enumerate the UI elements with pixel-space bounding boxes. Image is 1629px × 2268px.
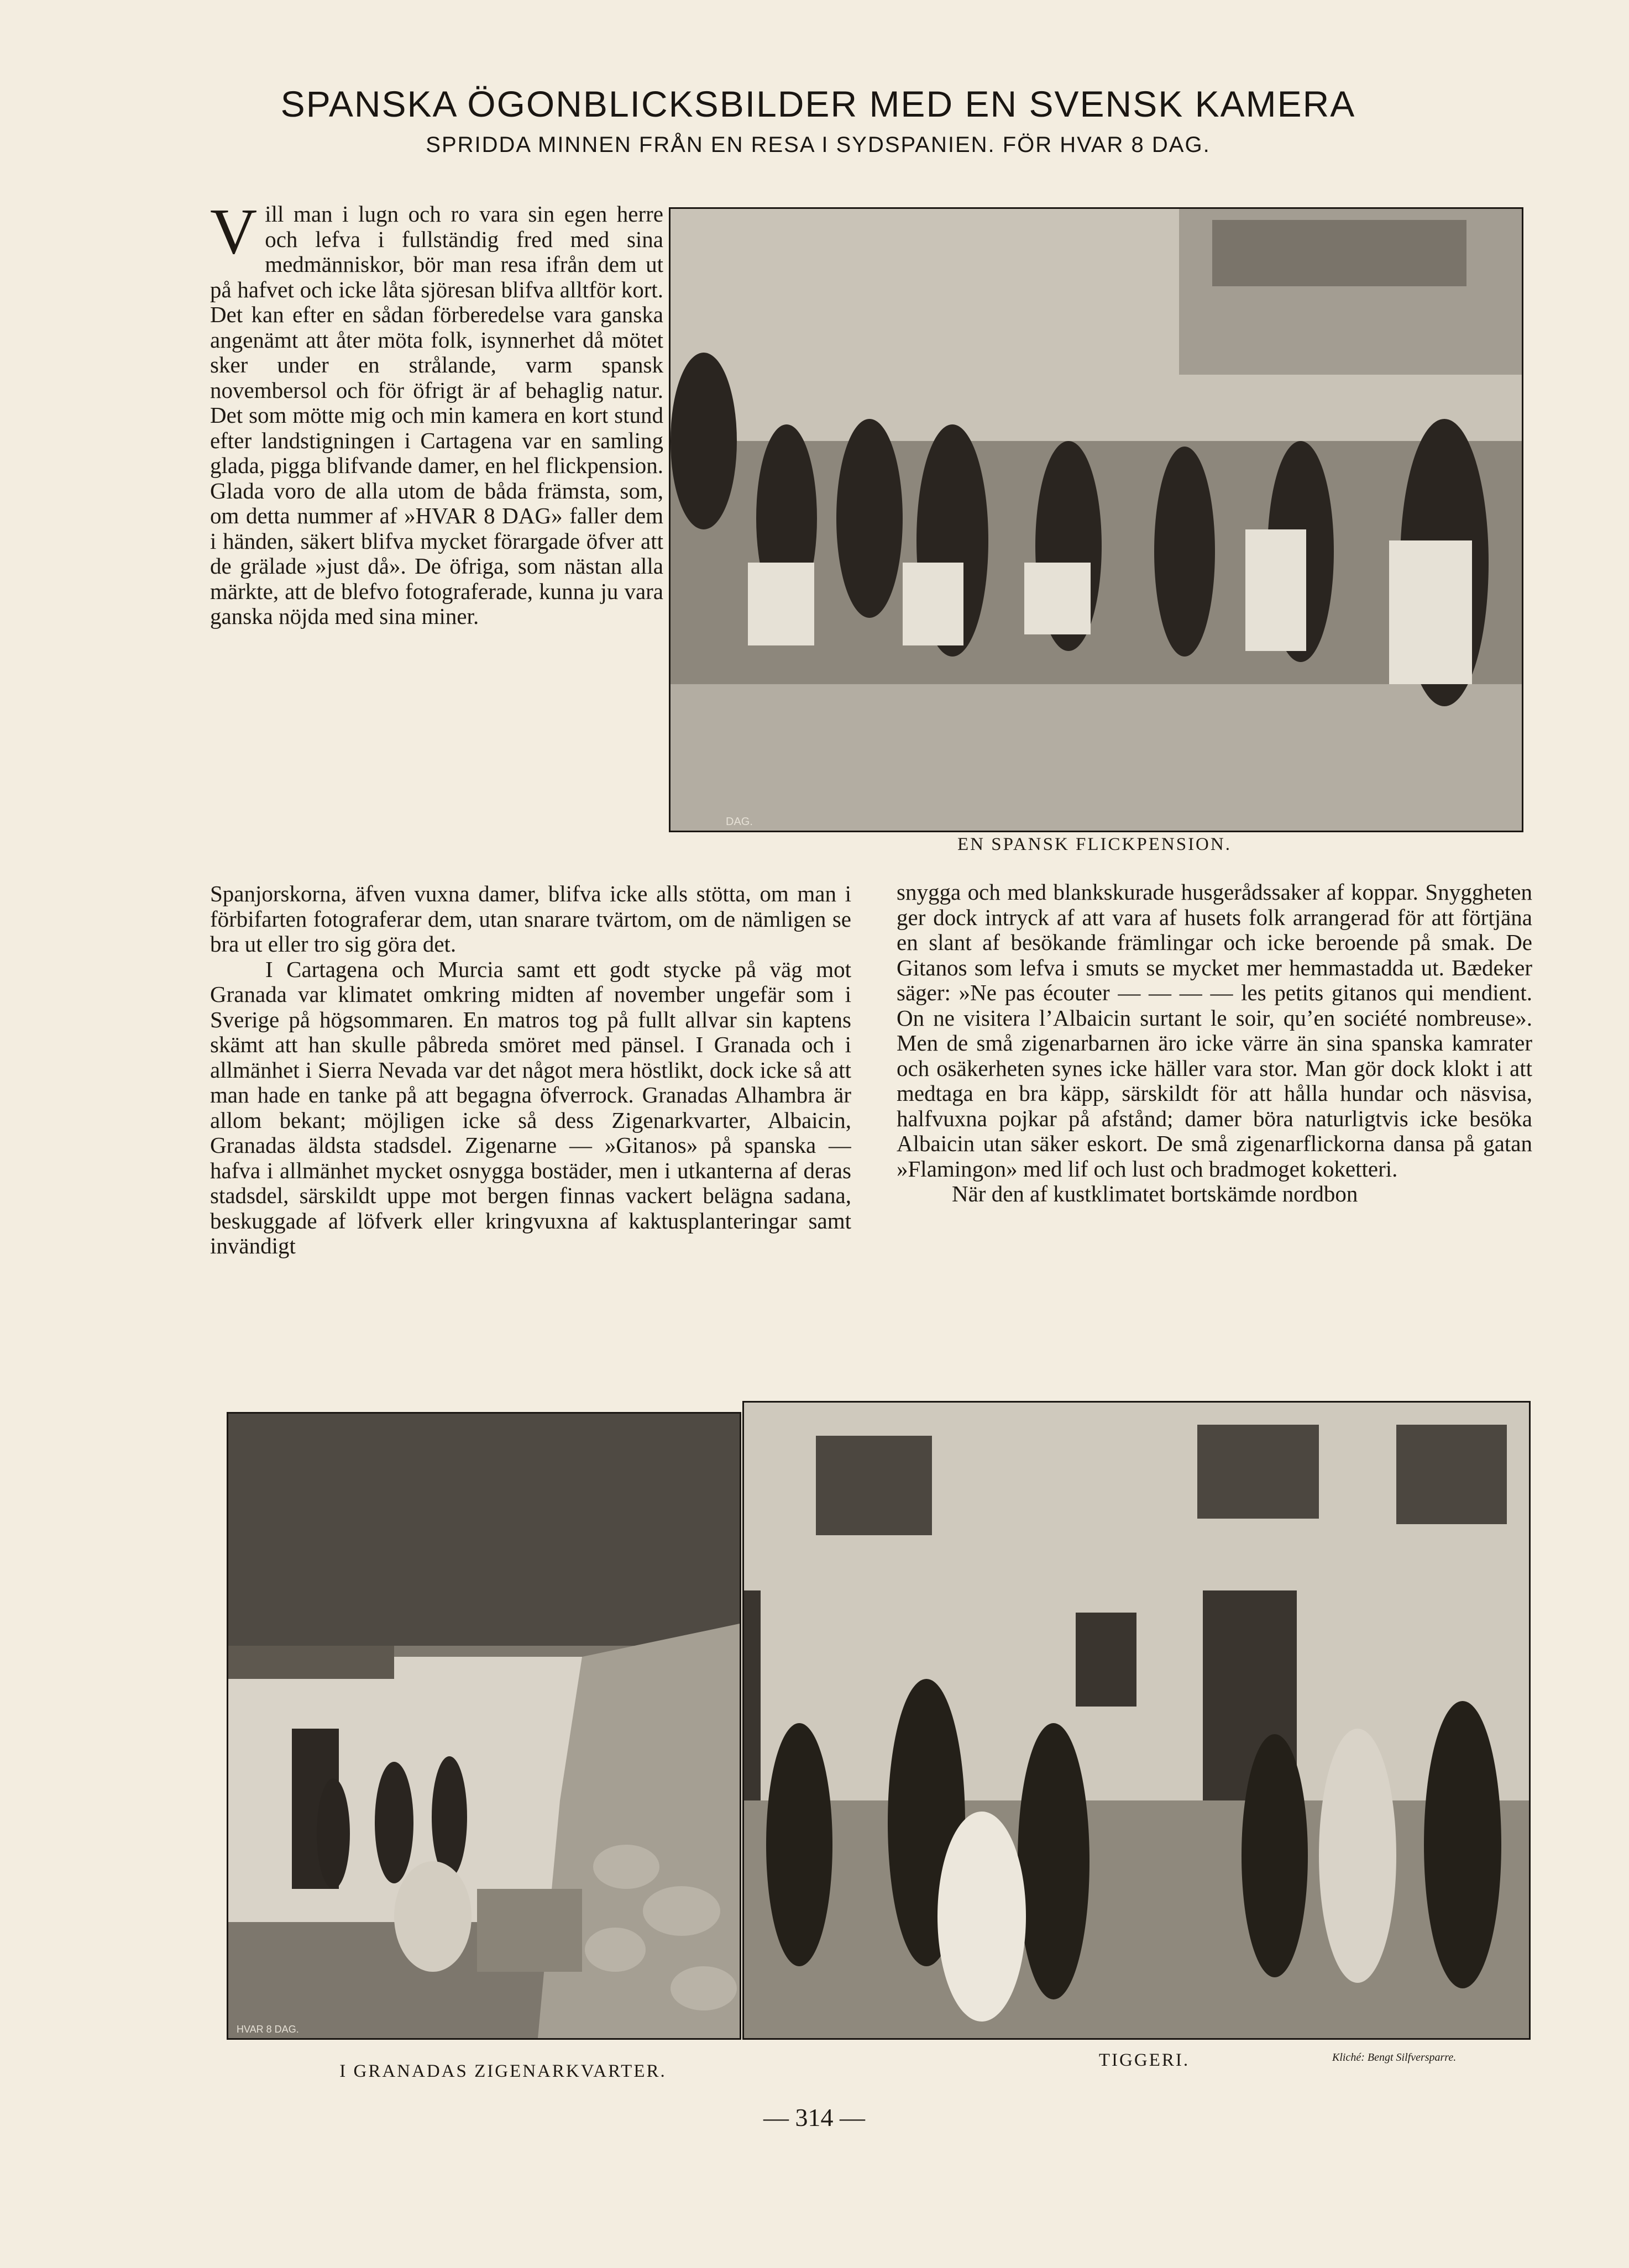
photo-1-caption: EN SPANSK FLICKPENSION. bbox=[957, 834, 1232, 854]
column-2-paragraph-1: Spanjorskorna, äfven vuxna damer, blifva icke alls stötta, om man i förbifarten fotograferar dem, utan snarare tvärtom, om de nämligen se bra ut eller tro sig göra det. bbox=[210, 881, 851, 957]
article-column-2 bbox=[210, 881, 851, 1362]
column-3-paragraph-1: snygga och med blankskurade husgerådssaker af koppar. Snyggheten ger dock intryck af att vara af husets folk arrangerad för att förtjäna en slant af besökande främlingar och icke beroende på smak. De Gitanos som lefva i smuts se mycket mer hemmastadda ut. Bædeker säger: »Ne pas écouter — — — — les petits gitanos qui mendient. On ne visitera l’Albaicin surtant le soir, qu’en société nombreuse». Men de små zigenarbarnen äro icke värre än sina spanska kamrater och osäkerheten synes icke häller vara stor. Man gör dock klokt i att medtaga en bra käpp, särskildt för att hålla hundar och näsvisa, halfvuxna pojkar på afstånd; damer böra naturligtvis icke besöka Albaicin utan säker eskort. De små zigenarflickorna dansa på gatan »Flamingon» med lif och lust och bradmoget koketteri. bbox=[897, 880, 1532, 1182]
photo-1-watermark: DAG. bbox=[726, 816, 753, 828]
photo-girls-school bbox=[669, 207, 1523, 832]
photo-3-caption: TIGGERI. bbox=[1098, 2050, 1190, 2070]
photo-beggars-image bbox=[744, 1403, 1529, 2038]
article-column-1 bbox=[210, 202, 663, 887]
article-subtitle: SPRIDDA MINNEN FRÅN EN RESA I SYDSPANIEN. FÖR HVAR 8 DAG. bbox=[426, 133, 1211, 157]
photo-beggars bbox=[742, 1401, 1531, 2040]
page-number: — 314 — bbox=[763, 2103, 865, 2132]
column-3-paragraph-2: När den af kustklimatet bortskämde nordbon bbox=[952, 1181, 1358, 1206]
article-title: SPANSKA ÖGONBLICKSBILDER MED EN SVENSK KAMERA bbox=[280, 83, 1356, 124]
photo-credit: Kliché: Bengt Silfversparre. bbox=[1332, 2051, 1457, 2064]
photo-2-watermark: HVAR 8 DAG. bbox=[237, 2024, 299, 2035]
drop-cap: V bbox=[210, 202, 258, 267]
column-1-text: ill man i lugn och ro vara sin egen herre och lefva i fullständig fred med sina medmänniskor, bör man resa ifrån dem ut på hafvet och icke låta sjöresan blifva alltför kort. Det kan efter en sådan förberedelse vara ganska angenämt att åter möta folk, isynnerhet då mötet sker under en strålande, varm spansk novembersol och för öfrigt är af behaglig natur. Det som mötte mig och min kamera en kort stund efter landstigningen i Cartagena var en samling glada, pigga blifvande damer, en hel flickpension. Glada voro de alla utom de båda främsta, som, om detta nummer af »HVAR 8 DAG» faller dem i händen, säkert blifva mycket förargade öfver att de grälade »just då». De öfriga, som nästan alla märkte, att de blefvo fotograferade, kunna ju vara ganska nöjda med sina miner. bbox=[210, 202, 663, 629]
photo-girls-school-image bbox=[671, 209, 1522, 831]
photo-2-caption: I GRANADAS ZIGENARKVARTER. bbox=[339, 2061, 667, 2081]
article-column-3 bbox=[897, 880, 1532, 1361]
column-2-paragraph-2: I Cartagena och Murcia samt ett godt stycke på väg mot Granada var klimatet omkring midten af november ungefär som i Sverige på högsommaren. En matros tog på fullt allvar sin kaptens skämt att han skulle påbreda smöret med pänsel. I Granada och i allmänhet i Sierra Nevada var det något mera höstlikt, dock icke så att man hade en tanke på att begagna öfverrock. Granadas Alhambra är allom bekant; möjligen icke så dess Zigenarkvarter, Albaicin, Granadas äldsta stadsdel. Zigenarne — »Gitanos» på spanska — hafva i allmänhet mycket osnygga bostäder, men i utkanterna af deras stadsdel, särskildt uppe mot bergen finnas vackert belägna sadana, beskuggade af löfverk eller kringvuxna af kaktusplanteringar samt invändigt bbox=[210, 956, 851, 1258]
photo-gypsy-quarter-image bbox=[228, 1414, 740, 2038]
photo-gypsy-quarter bbox=[227, 1412, 741, 2040]
